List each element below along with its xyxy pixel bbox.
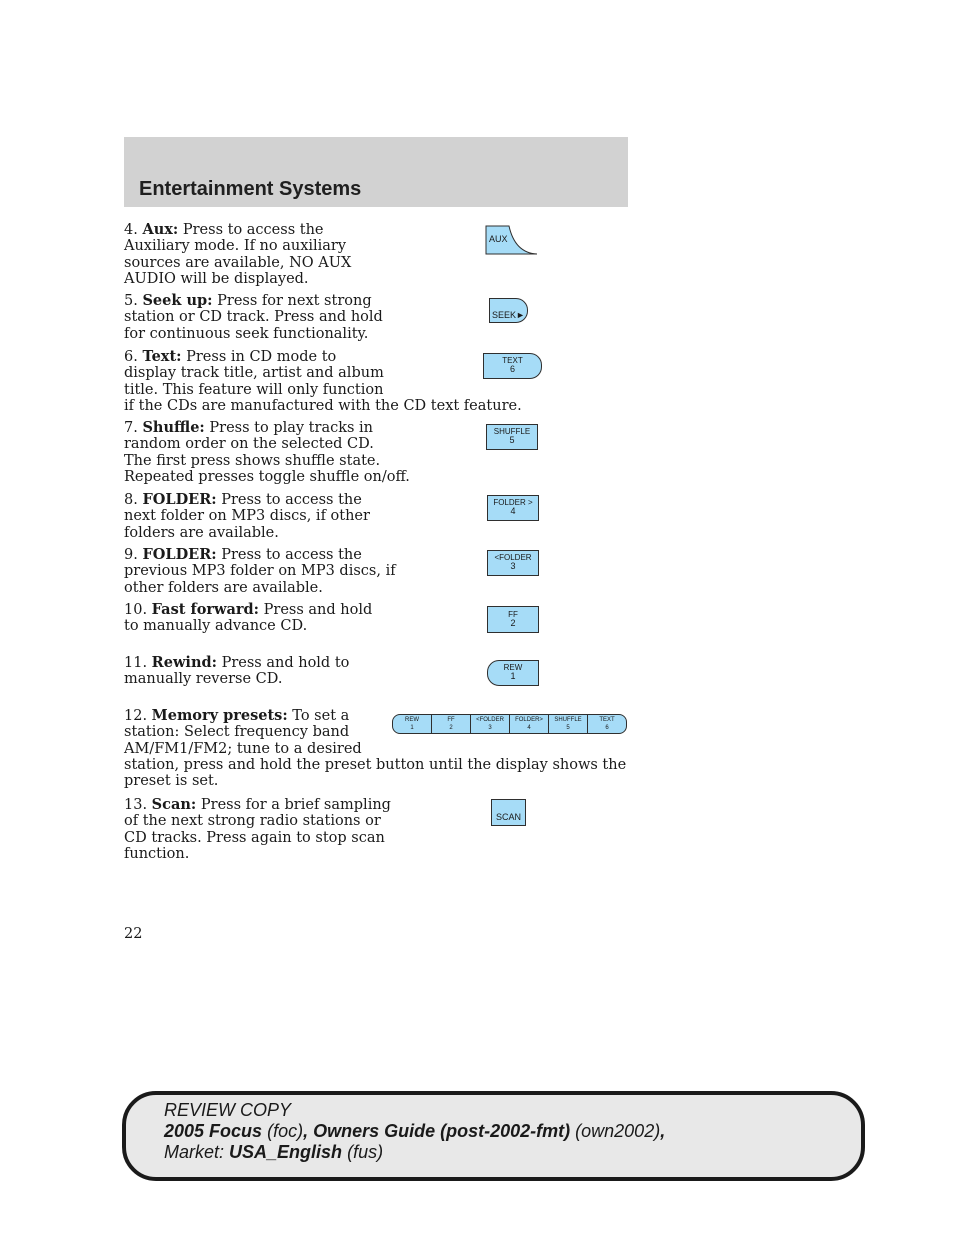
preset-segment: FF 2 — [432, 715, 471, 733]
chevron-right-icon: > — [528, 498, 533, 507]
preset-segment: TEXT 6 — [599, 717, 615, 731]
list-item-shuffle: 7. Shuffle: Press to play tracks in random order on the selected CD. The first press shows shuffle state. Repeated presses toggle shuffle on/off. — [124, 419, 410, 485]
review-copy-text: REVIEW COPY 2005 Focus (foc), Owners Guide (post-2002-fmt) (own2002), Market: USA_English (fus) — [164, 1100, 666, 1162]
list-item-text: 6. Text: Press in CD mode to display track title, artist and album title. This feature will only function if the CDs are manufactured with the CD text feature. — [124, 348, 522, 414]
folder-next-button-icon: FOLDER > 4 — [487, 495, 539, 521]
section-header-band — [124, 137, 628, 207]
preset-segment: <FOLDER 3 — [471, 715, 510, 733]
list-item-aux: 4. Aux: Press to access the Auxiliary mode. If no auxiliary sources are available, NO AUX AUDIO will be displayed. — [124, 221, 352, 287]
shuffle-button-icon: SHUFFLE 5 — [486, 424, 538, 450]
aux-button-icon: AUX — [485, 225, 539, 255]
list-item-fast-forward: 10. Fast forward: Press and hold to manually advance CD. — [124, 601, 373, 635]
ff-button-icon: FF 2 — [487, 606, 539, 633]
preset-segment: REW 1 — [393, 715, 432, 733]
preset-segment: SHUFFLE 5 — [549, 715, 588, 733]
rew-button-icon: REW 1 — [487, 660, 539, 686]
list-item-memory-presets: 12. Memory presets: To set a station: Select frequency band AM/FM1/FM2; tune to a desired station, press and hold the preset button until the display shows the preset is set. — [124, 707, 627, 790]
list-item-seek: 5. Seek up: Press for next strong station or CD track. Press and hold for continuous seek functionality. — [124, 292, 383, 342]
play-arrow-icon: ► — [516, 310, 525, 320]
preset-segment: FOLDER> 4 — [510, 715, 549, 733]
review-copy-box — [122, 1091, 865, 1181]
seek-button-icon: SEEK► — [489, 298, 528, 323]
section-title: Entertainment Systems — [139, 178, 362, 200]
text-button-icon: TEXT 6 — [483, 353, 542, 379]
list-item-folder-next: 8. FOLDER: Press to access the next folder on MP3 discs, if other folders are available. — [124, 491, 370, 541]
scan-button-icon: SCAN — [491, 799, 526, 826]
list-item-folder-prev: 9. FOLDER: Press to access the previous MP3 folder on MP3 discs, if other folders are available. — [124, 546, 396, 596]
folder-prev-button-icon: <FOLDER 3 — [487, 550, 539, 576]
list-item-scan: 13. Scan: Press for a brief sampling of the next strong radio stations or CD tracks. Press again to stop scan function. — [124, 796, 391, 862]
list-item-rewind: 11. Rewind: Press and hold to manually reverse CD. — [124, 654, 350, 688]
preset-strip-icon — [392, 714, 627, 734]
page-number: 22 — [124, 926, 143, 942]
chevron-left-icon: < — [494, 553, 500, 562]
